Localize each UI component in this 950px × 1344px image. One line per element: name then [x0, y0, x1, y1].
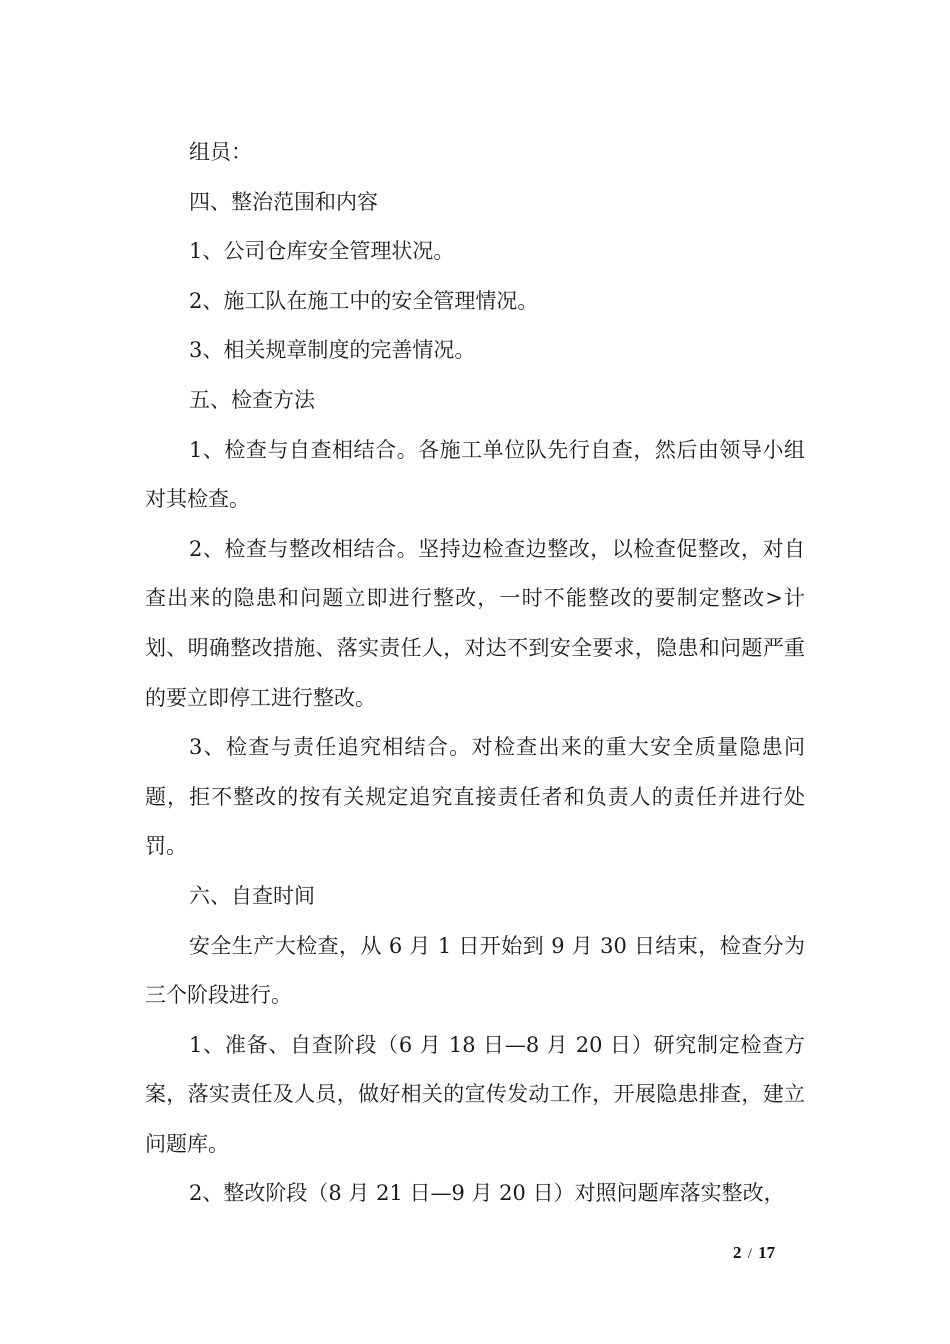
- list-item-warehouse: 1、公司仓库安全管理状况。: [189, 239, 455, 264]
- page-separator: /: [747, 1246, 752, 1262]
- heading-inspection-method: 五、检查方法: [189, 387, 315, 412]
- heading-self-inspection-time: 六、自查时间: [189, 883, 315, 908]
- list-item-construction-team: 2、施工队在施工中的安全管理情况。: [189, 288, 539, 313]
- page-total: 17: [758, 1243, 776, 1262]
- paragraph-method-3: 3、检查与责任追究相结合。对检查出来的重大安全质量隐患问题，拒不整改的按有关规定追究直接责任者和负责人的责任并进行处罚。: [145, 735, 805, 859]
- paragraph-method-2: 2、检查与整改相结合。坚持边检查边整改，以检查促整改，对自查出来的隐患和问题立即进行整改，一时不能整改的要制定整改>计划、明确整改措施、落实责任人，对达不到安全要求，隐患和问题严重的要立即停工进行整改。: [145, 536, 805, 710]
- paragraph-members: 组员：: [189, 140, 252, 164]
- document-body: [145, 128, 805, 1219]
- page-number: [733, 1243, 775, 1263]
- list-item-regulations: 3、相关规章制度的完善情况。: [189, 338, 476, 363]
- heading-scope-and-content: 四、整治范围和内容: [189, 189, 378, 214]
- paragraph-method-1: 1、检查与自查相结合。各施工单位队先行自查，然后由领导小组对其检查。: [145, 437, 805, 512]
- paragraph-schedule: 安全生产大检查，从 6 月 1 日开始到 9 月 30 日结束，检查分为三个阶段进行。: [145, 933, 805, 1008]
- page-current: 2: [733, 1243, 742, 1262]
- paragraph-stage-2: 2、整改阶段（8 月 21 日—9 月 20 日）对照问题库落实整改，: [189, 1181, 785, 1206]
- paragraph-stage-1: 1、准备、自查阶段（6 月 18 日—8 月 20 日）研究制定检查方案，落实责任及人员，做好相关的宣传发动工作，开展隐患排查，建立问题库。: [145, 1032, 805, 1156]
